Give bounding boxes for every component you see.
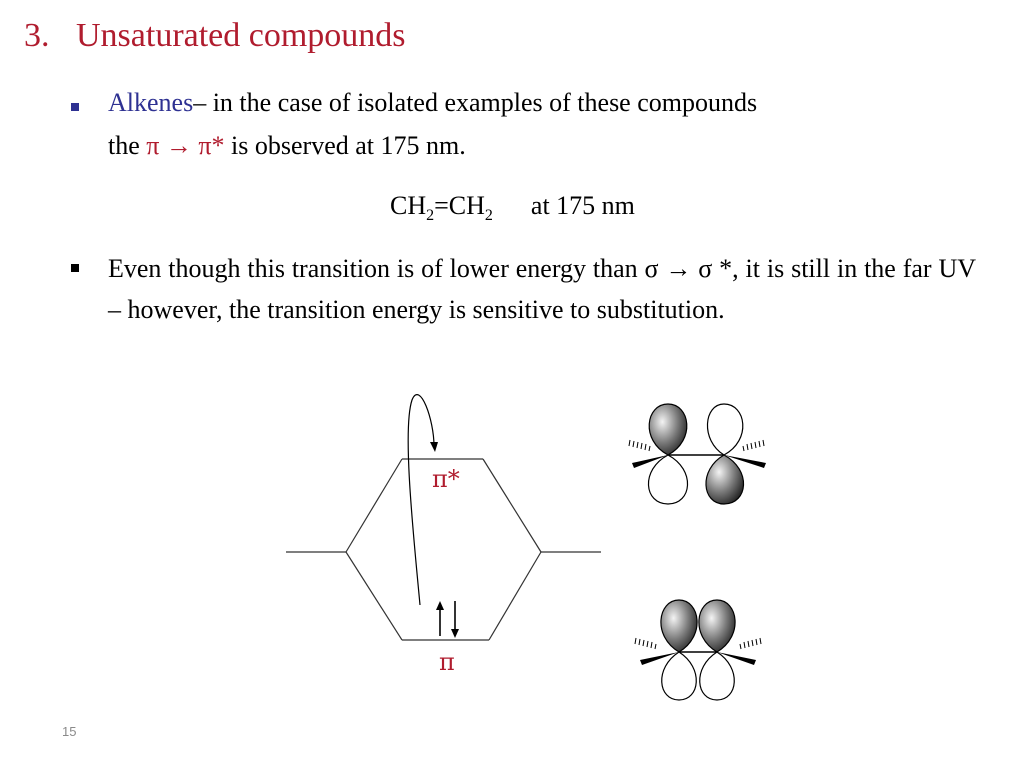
transition-arrow-icon: →	[165, 131, 192, 160]
pi-star-orbital-icon	[629, 404, 766, 504]
bullet-1-line-1-rest: in the case of isolated examples of these compounds	[206, 88, 758, 117]
electron-up-arrow-icon	[436, 601, 444, 636]
bullet-1-line-2-end: is observed at 175 nm.	[224, 131, 466, 160]
correlation-line	[489, 552, 541, 640]
formula-sub-b: 2	[484, 207, 493, 224]
term-alkenes: Alkenes	[108, 88, 194, 117]
pi-orbital-icon	[635, 600, 761, 700]
correlation-line	[346, 552, 402, 640]
formula-wavelength: at 175 nm	[530, 191, 635, 220]
term-dash: –	[193, 88, 207, 117]
pi-star-symbol: π*	[198, 131, 225, 160]
page-number: 15	[62, 724, 77, 739]
pi-symbol: π	[146, 131, 160, 160]
title-text: Unsaturated compounds	[76, 17, 406, 54]
pi-star-label: π*	[432, 465, 460, 493]
pi-label: π	[439, 648, 455, 676]
title-number: 3.	[24, 17, 50, 54]
formula-eq-ch: =CH	[434, 191, 485, 220]
electron-down-arrow-icon	[451, 601, 459, 638]
formula-sub-a: 2	[426, 207, 435, 224]
correlation-line	[346, 459, 402, 552]
bullet-2-text: Even though this transition is of lower energy than σ → σ *, it is still in the far UV – however, the transition energy is sensitive to substitution.	[108, 254, 976, 324]
excitation-arrow-icon	[408, 395, 438, 605]
bullet-1-line-2-start: the	[108, 131, 147, 160]
correlation-line	[483, 459, 541, 552]
formula-ch-a: CH	[390, 191, 427, 220]
